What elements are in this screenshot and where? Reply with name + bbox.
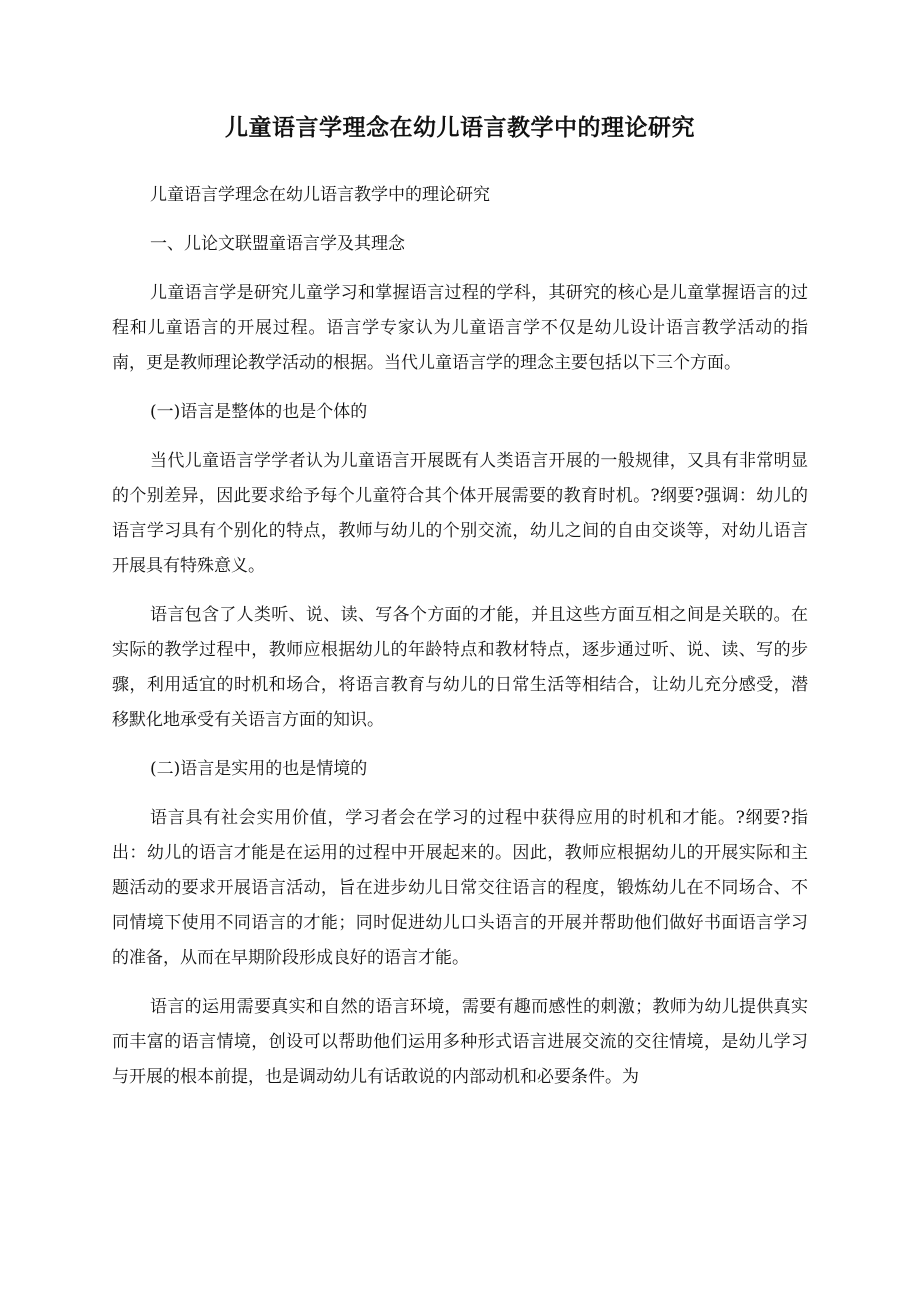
subsection-heading-1: (一)语言是整体的也是个体的 — [150, 402, 368, 422]
section-heading-1: 一、儿论文联盟童语言学及其理念 — [150, 234, 405, 254]
body-paragraph: 语言的运用需要真实和自然的语言环境，需要有趣而感性的刺激；教师为幼儿提供真实而丰富的语言情境，创设可以帮助他们运用多种形式语言进展交流的交往情境，是幼儿学习与开展的根本前提，也是调动幼儿有话敢说的内部动机和必要条件。为 — [112, 997, 808, 1087]
document-title: 儿童语言学理念在幼儿语言教学中的理论研究 — [225, 115, 695, 141]
body-paragraph: 儿童语言学是研究儿童学习和掌握语言过程的学科，其研究的核心是儿童掌握语言的过程和儿童语言的开展过程。语言学专家认为儿童语言学不仅是幼儿设计语言教学活动的指南，更是教师理论教学活动的根据。当代儿童语言学的理念主要包括以下三个方面。 — [112, 283, 808, 373]
body-paragraph: 当代儿童语言学学者认为儿童语言开展既有人类语言开展的一般规律，又具有非常明显的个别差异，因此要求给予每个儿童符合其个体开展需要的教育时机。?纲要?强调：幼儿的语言学习具有个别化的特点，教师与幼儿的个别交流，幼儿之间的自由交谈等，对幼儿语言开展具有特殊意义。 — [112, 451, 808, 576]
body-paragraph: 语言具有社会实用价值，学习者会在学习的过程中获得应用的时机和才能。?纲要?指出：幼儿的语言才能是在运用的过程中开展起来的。因此，教师应根据幼儿的开展实际和主题活动的要求开展语言活动，旨在进步幼儿日常交往语言的程度，锻炼幼儿在不同场合、不同情境下使用不同语言的才能；同时促进幼儿口头语言的开展并帮助他们做好书面语言学习的准备，从而在早期阶段形成良好的语言才能。 — [112, 808, 808, 968]
subsection-heading-2: (二)语言是实用的也是情境的 — [150, 759, 368, 779]
document-body — [112, 178, 808, 1109]
body-paragraph: 语言包含了人类听、说、读、写各个方面的才能，并且这些方面互相之间是关联的。在实际的教学过程中，教师应根据幼儿的年龄特点和教材特点，逐步通过听、说、读、写的步骤，利用适宜的时机和场合，将语言教育与幼儿的日常生活等相结合，让幼儿充分感受，潜移默化地承受有关语言方面的知识。 — [112, 605, 808, 730]
subtitle-paragraph: 儿童语言学理念在幼儿语言教学中的理论研究 — [150, 185, 490, 205]
